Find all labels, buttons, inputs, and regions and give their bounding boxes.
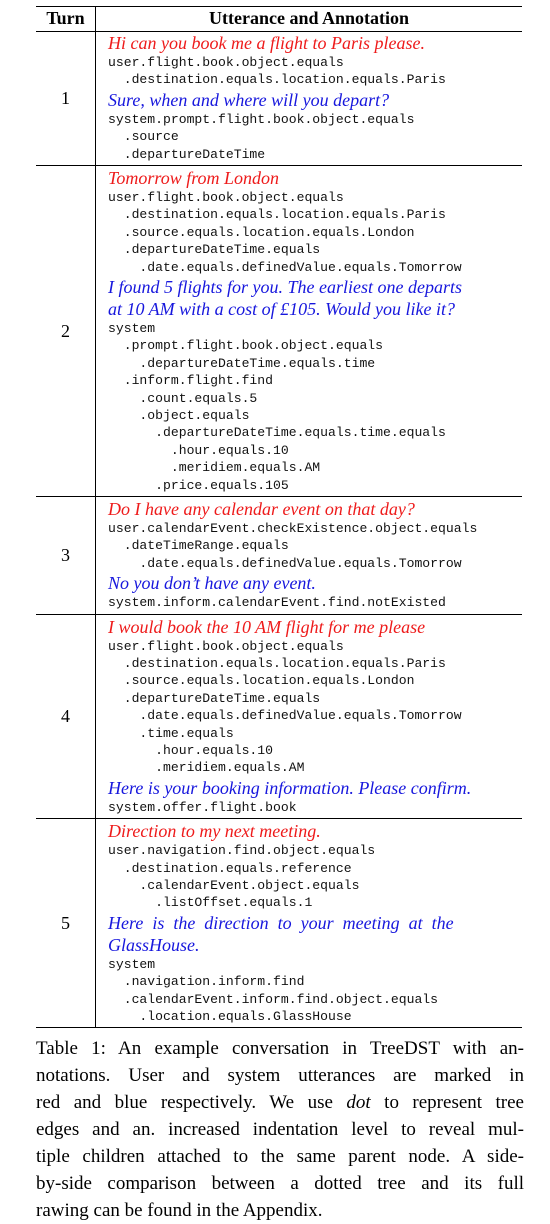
user-utterance: Tomorrow from London (108, 168, 280, 188)
annotation-line: .listOffset.equals.1 (108, 895, 313, 911)
turn-number: 4 (61, 706, 70, 727)
annotation-line: .hour.equals.10 (108, 442, 289, 458)
header-utterance-annotation: Utterance and Annotation (208, 8, 409, 28)
row-rule (36, 614, 522, 615)
table-caption (36, 1035, 524, 1224)
annotation-line: .hour.equals.10 (108, 743, 274, 758)
annotation-line: .location.equals.GlassHouse (108, 1009, 352, 1024)
row-rule (36, 1027, 522, 1028)
caption-line: notations. User and system utterances are marked in (36, 1065, 524, 1086)
annotation-line: .calendarEvent.object.equals (108, 878, 360, 893)
turn-number: 1 (61, 88, 70, 108)
annotation-line: .object.equals (108, 408, 250, 423)
annotation-line: system (108, 956, 156, 972)
annotation-line: system.offer.flight.book (108, 799, 297, 815)
annotation-line: .meridiem.equals.AM (108, 460, 321, 476)
user-utterance: Direction to my next meeting. (108, 821, 321, 842)
annotation-line: .departureDateTime (108, 146, 266, 162)
caption-line: Table 1: An example conversation in TreeDST with an- (36, 1038, 524, 1059)
row-rule (36, 496, 522, 497)
annotation-line: .date.equals.definedValue.equals.Tomorrow (108, 708, 462, 724)
annotation-line: .time.equals (108, 725, 234, 741)
annotation-line: system.prompt.flight.book.object.equals (108, 111, 415, 127)
user-utterance: Do I have any calendar event on that day? (108, 499, 415, 519)
annotation-line: user.flight.book.object.equals (108, 55, 344, 70)
caption-line: edges and an. increased indentation level to reveal mul- (36, 1119, 524, 1140)
annotation-line: system (108, 321, 156, 336)
caption-line: red and blue respectively. We use dot to represent tree (36, 1092, 524, 1113)
annotation-line: .prompt.flight.book.object.equals (108, 338, 384, 354)
annotation-line: .count.equals.5 (108, 390, 258, 406)
annotation-line: user.calendarEvent.checkExistence.object.equals (108, 521, 478, 536)
turn-number: 2 (61, 321, 70, 341)
system-utterance: No you don’t have any event. (108, 573, 316, 594)
caption-line: by-side comparison between a dotted tree and its full (36, 1173, 524, 1194)
turn-number: 5 (61, 913, 70, 934)
annotation-line: .destination.equals.location.equals.Paris (108, 72, 446, 88)
annotation-line: .source (108, 129, 179, 145)
annotation-line: .departureDateTime.equals (108, 690, 321, 706)
row-rule (36, 165, 522, 166)
annotation-line: .date.equals.definedValue.equals.Tomorrow (108, 259, 462, 275)
row-rule (36, 818, 522, 819)
annotation-line: user.navigation.find.object.equals (108, 843, 376, 859)
caption-line: tiple children attached to the same parent node. A side- (36, 1146, 524, 1167)
annotation-line: .destination.equals.reference (108, 860, 352, 876)
annotation-line: .calendarEvent.inform.find.object.equals (108, 991, 439, 1007)
annotation-line: .departureDateTime.equals (108, 242, 321, 258)
system-utterance: at 10 AM with a cost of £105. Would you like it? (108, 299, 455, 319)
annotation-line: .source.equals.location.equals.London (108, 224, 415, 240)
annotation-line: system.inform.calendarEvent.find.notExisted (108, 595, 446, 611)
annotation-line: .departureDateTime.equals.time (108, 355, 376, 371)
annotation-line: user.flight.book.object.equals (108, 190, 344, 205)
annotation-line: .destination.equals.location.equals.Paris (108, 207, 446, 223)
header-rule (36, 31, 522, 32)
annotation-line: .inform.flight.find (108, 373, 274, 389)
user-utterance: Hi can you book me a flight to Paris please. (108, 33, 425, 53)
system-utterance: Here is your booking information. Please confirm. (108, 777, 472, 798)
turn-number: 3 (61, 545, 70, 566)
annotation-line: user.flight.book.object.equals (108, 638, 344, 654)
annotation-line: .departureDateTime.equals.time.equals (108, 425, 446, 441)
header-turn: Turn (46, 8, 85, 28)
user-utterance: I would book the 10 AM flight for me please (108, 616, 426, 637)
system-utterance: I found 5 flights for you. The earliest one departs (108, 277, 462, 297)
caption-line: rawing can be found in the Appendix. (36, 1200, 323, 1221)
column-divider (95, 6, 96, 1027)
annotation-line: .date.equals.definedValue.equals.Tomorrow (108, 555, 462, 571)
annotation-line: .navigation.inform.find (108, 974, 305, 990)
annotation-line: .price.equals.105 (108, 477, 289, 493)
annotation-line: .meridiem.equals.AM (108, 760, 305, 776)
system-utterance: Here is the direction to your meeting at the (108, 912, 454, 933)
annotation-line: .dateTimeRange.equals (108, 538, 289, 554)
annotation-line: .destination.equals.location.equals.Paris (108, 656, 446, 671)
system-utterance: GlassHouse. (108, 934, 200, 955)
system-utterance: Sure, when and where will you depart? (108, 89, 390, 110)
annotation-line: .source.equals.location.equals.London (108, 673, 415, 689)
